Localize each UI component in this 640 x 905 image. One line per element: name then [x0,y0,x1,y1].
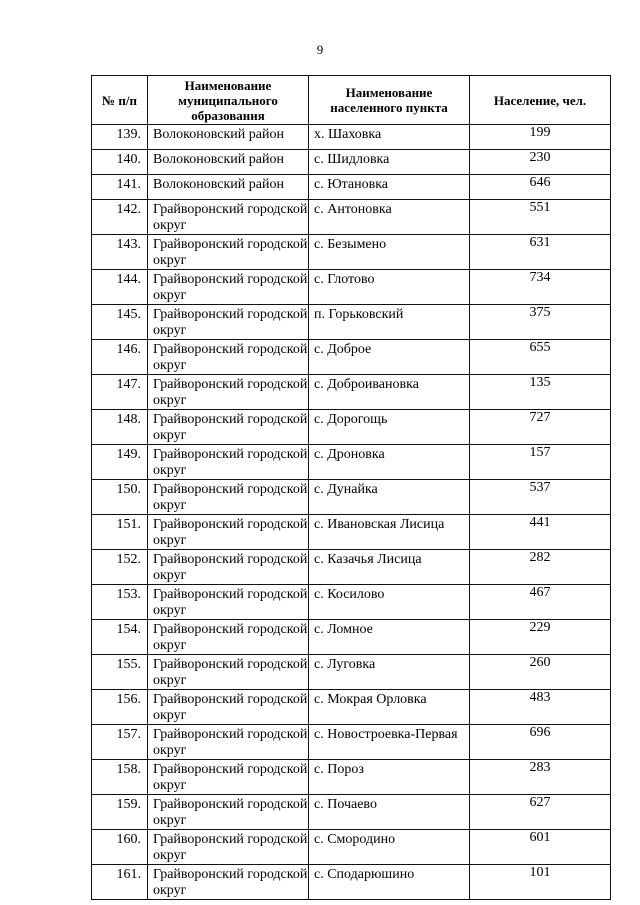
row-municipality: Волоконовский район [148,150,309,175]
table-header-row [92,76,611,125]
table-row [92,340,611,375]
table-row [92,830,611,865]
table-row [92,620,611,655]
row-number: 147. [92,375,148,410]
row-municipality: Грайворонский городской округ [148,340,309,375]
row-settlement: с. Дунайка [309,480,470,515]
row-population: 655 [470,340,611,375]
row-municipality: Грайворонский городской округ [148,235,309,270]
row-municipality: Грайворонский городской округ [148,410,309,445]
table-row [92,865,611,900]
table-row [92,375,611,410]
page-number: 9 [316,42,324,57]
row-number: 146. [92,340,148,375]
row-municipality: Грайворонский городской округ [148,480,309,515]
row-population: 282 [470,550,611,585]
row-population: 646 [470,175,611,200]
row-settlement: с. Смородино [309,830,470,865]
row-population: 260 [470,655,611,690]
row-settlement: с. Почаево [309,795,470,830]
table-row [92,690,611,725]
row-municipality: Грайворонский городской округ [148,865,309,900]
row-number: 160. [92,830,148,865]
row-settlement: с. Глотово [309,270,470,305]
row-population: 483 [470,690,611,725]
row-settlement: с. Луговка [309,655,470,690]
row-population: 627 [470,795,611,830]
row-number: 140. [92,150,148,175]
row-population: 199 [470,125,611,150]
row-municipality: Грайворонский городской округ [148,585,309,620]
row-municipality: Волоконовский район [148,175,309,200]
row-number: 159. [92,795,148,830]
row-municipality: Грайворонский городской округ [148,830,309,865]
row-municipality: Грайворонский городской округ [148,515,309,550]
row-settlement: с. Ютановка [309,175,470,200]
row-number: 148. [92,410,148,445]
row-number: 158. [92,760,148,795]
header-number: № п/п [92,76,148,125]
row-municipality: Грайворонский городской округ [148,725,309,760]
row-settlement: с. Пороз [309,760,470,795]
row-settlement: с. Ивановская Лисица [309,515,470,550]
row-municipality: Грайворонский городской округ [148,760,309,795]
row-population: 601 [470,830,611,865]
table-row [92,235,611,270]
row-municipality: Грайворонский городской округ [148,375,309,410]
table-row [92,760,611,795]
row-settlement: п. Горьковский [309,305,470,340]
row-municipality: Грайворонский городской округ [148,200,309,235]
row-population: 537 [470,480,611,515]
row-settlement: с. Шидловка [309,150,470,175]
row-number: 151. [92,515,148,550]
row-number: 152. [92,550,148,585]
table-row [92,445,611,480]
table-body [92,125,611,900]
row-number: 139. [92,125,148,150]
table-row [92,200,611,235]
row-settlement: с. Дроновка [309,445,470,480]
table-row [92,655,611,690]
settlements-table [91,75,611,900]
row-municipality: Грайворонский городской округ [148,550,309,585]
row-population: 441 [470,515,611,550]
row-municipality: Грайворонский городской округ [148,305,309,340]
row-settlement: с. Сподарюшино [309,865,470,900]
row-population: 734 [470,270,611,305]
row-settlement: с. Безымено [309,235,470,270]
row-number: 150. [92,480,148,515]
row-number: 149. [92,445,148,480]
row-population: 101 [470,865,611,900]
table-row [92,270,611,305]
row-settlement: с. Мокрая Орловка [309,690,470,725]
row-number: 161. [92,865,148,900]
row-settlement: с. Дорогощь [309,410,470,445]
row-settlement: с. Косилово [309,585,470,620]
row-population: 157 [470,445,611,480]
row-municipality: Грайворонский городской округ [148,795,309,830]
row-population: 631 [470,235,611,270]
row-municipality: Грайворонский городской округ [148,270,309,305]
table-row [92,725,611,760]
row-settlement: с. Доброивановка [309,375,470,410]
row-number: 157. [92,725,148,760]
row-population: 375 [470,305,611,340]
row-number: 141. [92,175,148,200]
row-population: 229 [470,620,611,655]
row-population: 727 [470,410,611,445]
table-row [92,175,611,200]
row-number: 145. [92,305,148,340]
row-number: 144. [92,270,148,305]
row-number: 142. [92,200,148,235]
table-row [92,480,611,515]
table-row [92,585,611,620]
row-settlement: х. Шаховка [309,125,470,150]
table-row [92,125,611,150]
row-population: 135 [470,375,611,410]
table-row [92,305,611,340]
table-row [92,550,611,585]
row-settlement: с. Казачья Лисица [309,550,470,585]
table-row [92,410,611,445]
row-settlement: с. Новостроевка-Первая [309,725,470,760]
row-population: 551 [470,200,611,235]
header-settlement: Наименование населенного пункта [309,76,470,125]
row-municipality: Грайворонский городской округ [148,655,309,690]
row-settlement: с. Доброе [309,340,470,375]
row-number: 155. [92,655,148,690]
row-number: 153. [92,585,148,620]
row-municipality: Грайворонский городской округ [148,445,309,480]
header-population: Население, чел. [470,76,611,125]
table-row [92,515,611,550]
row-municipality: Волоконовский район [148,125,309,150]
row-municipality: Грайворонский городской округ [148,690,309,725]
row-settlement: с. Антоновка [309,200,470,235]
table-row [92,795,611,830]
row-population: 467 [470,585,611,620]
row-population: 696 [470,725,611,760]
row-number: 156. [92,690,148,725]
row-number: 154. [92,620,148,655]
row-number: 143. [92,235,148,270]
row-population: 283 [470,760,611,795]
row-settlement: с. Ломное [309,620,470,655]
header-municipality: Наименование муниципального образования [148,76,309,125]
table-row [92,150,611,175]
row-municipality: Грайворонский городской округ [148,620,309,655]
row-population: 230 [470,150,611,175]
